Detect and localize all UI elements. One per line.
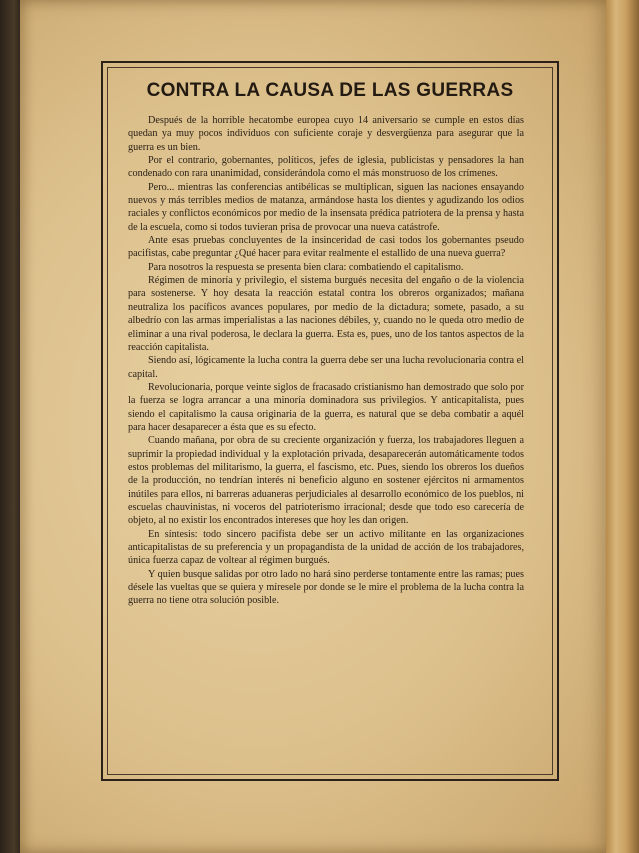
paragraph: Siendo así, lógicamente la lucha contra la guerra debe ser una lucha revolucionaria contra el capital. [128, 355, 524, 380]
paragraph: Cuando mañana, por obra de su creciente organización y fuerza, los trabajadores lleguen a suprimir la propiedad individual y la explotación privada, desaparecerán automáticamente todos estos problemas del militarismo, la guerra, el fascismo, etc. Pues, siendo los obreros los dueños de la producción, no tendrían interés ni beneficio alguno en sostener ejércitos ni armamentos inútiles para ellos, ni barreras aduaneras perjudiciales al desarrollo económico de los pueblos, ni escuelas chauvinistas, ni voceros del patrioterismo irracional; desde que todo eso carecería de objeto, al no existir los encontrados intereses que hoy les dan origen. [128, 435, 524, 527]
paragraph: Régimen de minoría y privilegio, el sistema burgués necesita del engaño o de la violencia para sostenerse. Y hoy desata la reacción estatal contra los obreros organizados; mañana neutraliza los pacíficos avances populares, por medio de la dictadura; somete, pasado, a su albedrío con las armas imperialistas a las naciones débiles, y, cuando no le queda otro medio de eliminar a una rival poderosa, le declara la guerra. Esta es, pues, uno de los tantos aspectos de la reacción capitalista. [128, 275, 524, 353]
paragraph: Después de la horrible hecatombe europea cuyo 14 aniversario se cumple en estos días quedan ya muy pocos individuos con suficiente coraje y desvergüenza para asegurar que la guerra es un bien. [128, 115, 524, 153]
paragraph: Por el contrario, gobernantes, políticos, jefes de iglesia, publicistas y pensadores la han condenado con rara unanimidad, considerándola como el más monstruoso de los crímenes. [128, 155, 524, 180]
article-title: CONTRA LA CAUSA DE LAS GUERRAS [146, 80, 514, 101]
article-body [128, 114, 524, 608]
page-edge-strip [606, 0, 639, 853]
paragraph: Ante esas pruebas concluyentes de la insinceridad de casi todos los gobernantes pseudo pacifistas, cabe preguntar ¿Qué hacer para evitar realmente el estallido de una nueva guerra? [128, 235, 524, 260]
paragraph: Revolucionaria, porque veinte siglos de fracasado cristianismo han demostrado que solo por la fuerza se logra arrancar a una minoría dominadora sus privilegios. Y anticapitalista, pues siendo el capitalismo la causa originaria de la guerra, es natural que se deba combatir a aquél para hacer desaparecer a ésta que es su efecto. [128, 381, 524, 433]
paragraph: Y quien busque salidas por otro lado no hará sino perderse tontamente entre las ramas; pues désele las vueltas que se quiera y míresele por donde se le mire el problema de la lucha contra la guerra no tiene otra solución posible. [128, 568, 524, 607]
paragraph: En síntesis: todo sincero pacifista debe ser un activo militante en las organizaciones anticapitalistas de su preferencia y un propagandista de la unidad de acción de los trabajadores, única fuerza capaz de voltear al régimen burgués. [128, 528, 524, 567]
paragraph: Para nosotros la respuesta se presenta bien clara: combatiendo el capitalismo. [148, 261, 464, 273]
paragraph: Pero... mientras las conferencias antibélicas se multiplican, siguen las naciones ensayando nuevos y más terribles medios de matanza, armándose hasta los dientes y agudizando los odios raciales y conflictos económicos por medio de la insensata prédica patriotera de la prensa y hasta de la escuela, como si todos tuvieran prisa de provocar una nueva catástrofe. [128, 181, 524, 233]
